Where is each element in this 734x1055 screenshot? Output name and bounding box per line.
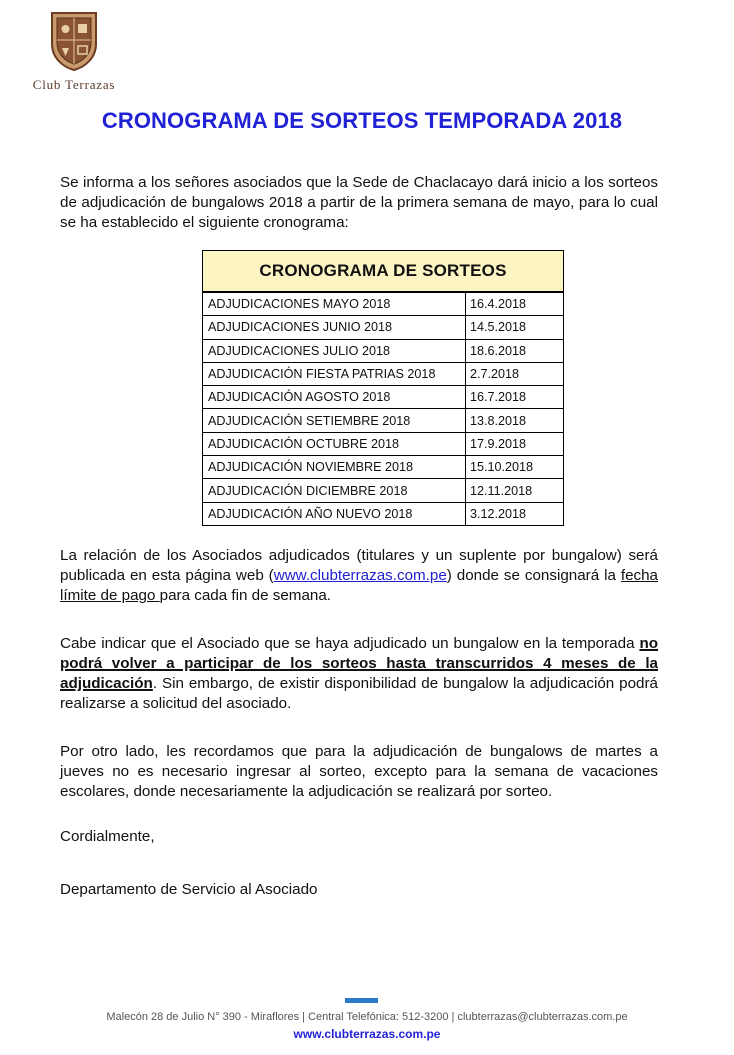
table-row (203, 385, 563, 408)
row-date: 14.5.2018 (470, 320, 527, 335)
row-label: ADJUDICACIÓN FIESTA PATRIAS 2018 (203, 363, 466, 385)
row-label: ADJUDICACIÓN NOVIEMBRE 2018 (203, 456, 466, 478)
deadline-text: fecha límite de pago (60, 567, 658, 604)
table-row (203, 292, 563, 315)
row-date: 17.9.2018 (470, 436, 527, 451)
intro-paragraph: Se informa a los señores asociados que la Sede de Chaclacayo dará inicio a los sorteos de adjudicación de bungalows 2018 a partir de la primera semana de mayo, para lo cual se ha establecido el siguiente cronograma: (60, 174, 658, 231)
row-date: 13.8.2018 (470, 413, 527, 428)
table-row (203, 339, 563, 362)
publication-text-a: La relación de los Asociados adjudicados (titulares y un suplente por bungalow) será publicada en esta página web ( (60, 547, 658, 584)
row-label: ADJUDICACIÓN AÑO NUEVO 2018 (203, 503, 466, 525)
club-crest-icon (49, 10, 99, 72)
club-logo (22, 8, 126, 94)
table-row (203, 315, 563, 338)
row-label: ADJUDICACIÓN DICIEMBRE 2018 (203, 479, 466, 501)
signature: Departamento de Servicio al Asociado (60, 881, 318, 898)
club-name: Club Terrazas (32, 77, 116, 92)
restriction-paragraph (60, 634, 658, 714)
row-label: ADJUDICACIÓN OCTUBRE 2018 (203, 433, 466, 455)
footer-address: Malecón 28 de Julio N° 390 - Miraflores | Central Telefónica: 512-3200 | clubterrazas@clubterrazas.com.pe (106, 1011, 628, 1023)
row-date: 16.7.2018 (470, 390, 527, 405)
row-label: ADJUDICACIONES MAYO 2018 (203, 293, 466, 315)
row-label: ADJUDICACIONES JULIO 2018 (203, 340, 466, 362)
row-date: 15.10.2018 (470, 460, 534, 475)
closing: Cordialmente, (60, 828, 155, 845)
restriction-text-b: . Sin embargo, de existir disponibilidad de bungalow la adjudicación podrá realizarse a solicitud del asociado. (60, 675, 658, 712)
row-date: 12.11.2018 (470, 483, 533, 498)
row-date: 3.12.2018 (470, 506, 527, 521)
schedule-table (202, 250, 564, 526)
weekday-paragraph: Por otro lado, les recordamos que para la adjudicación de bungalows de martes a jueves no es necesario ingresar al sorteo, excepto para la semana de vacaciones escolares, donde necesariamente la adjudicación se realizará por sorteo. (60, 743, 658, 800)
row-label: ADJUDICACIONES JUNIO 2018 (203, 316, 466, 338)
publication-text-b: ) donde se consignará la (446, 567, 621, 584)
restriction-text-a: Cabe indicar que el Asociado que se haya adjudicado un bungalow en la temporada (60, 635, 640, 652)
table-row (203, 362, 563, 385)
table-row (203, 478, 563, 501)
row-date: 2.7.2018 (470, 367, 520, 382)
row-label: ADJUDICACIÓN AGOSTO 2018 (203, 386, 466, 408)
row-date: 18.6.2018 (470, 343, 527, 358)
row-label: ADJUDICACIÓN SETIEMBRE 2018 (203, 409, 466, 431)
page-title: CRONOGRAMA DE SORTEOS TEMPORADA 2018 (101, 108, 623, 133)
publication-text-c: para cada fin de semana. (159, 587, 332, 604)
table-row (203, 432, 563, 455)
table-header: CRONOGRAMA DE SORTEOS (203, 251, 563, 292)
footer-website[interactable]: www.clubterrazas.com.pe (293, 1027, 441, 1041)
row-date: 16.4.2018 (470, 297, 527, 312)
table-row (203, 502, 563, 525)
footer-divider (345, 998, 378, 1003)
table-row (203, 408, 563, 431)
table-row (203, 455, 563, 478)
publication-paragraph (60, 546, 658, 606)
website-link[interactable]: www.clubterrazas.com.pe (273, 567, 447, 584)
restriction-emphasis: no podrá volver a participar de los sorteos hasta transcurridos 4 meses de la adjudicación (60, 635, 658, 692)
